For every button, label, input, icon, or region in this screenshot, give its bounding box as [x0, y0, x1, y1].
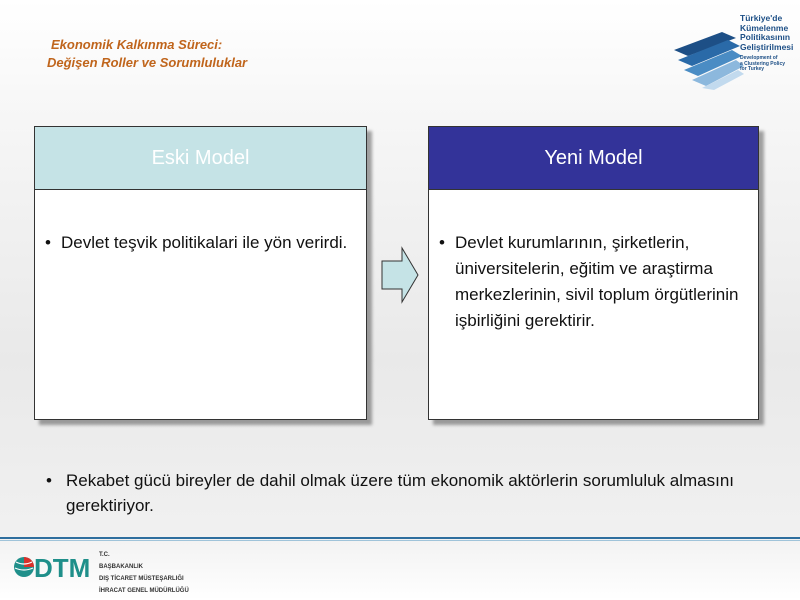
ministry-line2: BAŞBAKANLIK	[99, 564, 143, 570]
ministry-line4: İHRACAT GENEL MÜDÜRLÜĞÜ	[99, 588, 189, 594]
logo-sub-line3: for Turkey	[740, 66, 765, 72]
logo-text-line3: Politikasının	[740, 32, 791, 42]
new-model-heading: Yeni Model	[429, 127, 758, 190]
new-model-bullet-text: Devlet kurumlarının, şirketlerin, üniversitelerin, eğitim ve araştirma merkezlerinin, sivil toplum örgütlerinin işbirliğini gerektirir.	[455, 233, 739, 330]
ministry-line3: DIŞ TİCARET MÜSTEŞARLIĞI	[99, 576, 184, 582]
logo-text-line4: Geliştirilmesi	[740, 41, 794, 52]
slide-title-line1: Ekonomik Kalkınma Süreci:	[51, 37, 223, 52]
new-model-bullet	[439, 230, 746, 334]
old-model-bullet-text: Devlet teşvik politikalari ile yön verirdi.	[61, 233, 348, 252]
footer-divider	[0, 537, 800, 539]
footer-divider-light	[0, 540, 800, 541]
slide-title-line2: Değişen Roller ve Sorumluluklar	[47, 55, 248, 70]
summary-bullet-text: Rekabet gücü bireyler de dahil olmak üzere tüm ekonomik aktörlerin sorumluluk almasını gerektiriyor.	[66, 471, 735, 515]
logo-text-line1: Türkiye'de	[740, 13, 783, 23]
summary-bullet	[46, 468, 766, 518]
old-model-body	[35, 190, 366, 256]
logo-text-line2: Kümelenme	[740, 22, 789, 33]
old-model-bullet	[45, 230, 354, 256]
logo-sub-line2: a Clustering Policy	[740, 60, 786, 67]
new-model-box	[428, 126, 759, 420]
bullet-dot-icon: •	[439, 233, 445, 252]
ministry-text	[99, 549, 189, 597]
dtm-logo	[12, 550, 91, 583]
old-model-box	[34, 126, 367, 420]
dtm-logo-text: DTM	[34, 553, 91, 583]
clustering-policy-logo-text	[740, 14, 793, 52]
slide-title	[47, 36, 247, 72]
clustering-policy-logo-subtext	[740, 56, 785, 73]
logo-sub-line1: Development of	[740, 55, 778, 61]
ministry-line1: T.C.	[99, 552, 110, 558]
new-model-body	[429, 190, 758, 334]
bullet-dot-icon: •	[46, 471, 52, 490]
right-arrow-icon	[380, 246, 420, 304]
bullet-dot-icon: •	[45, 233, 51, 252]
old-model-heading: Eski Model	[35, 127, 366, 190]
